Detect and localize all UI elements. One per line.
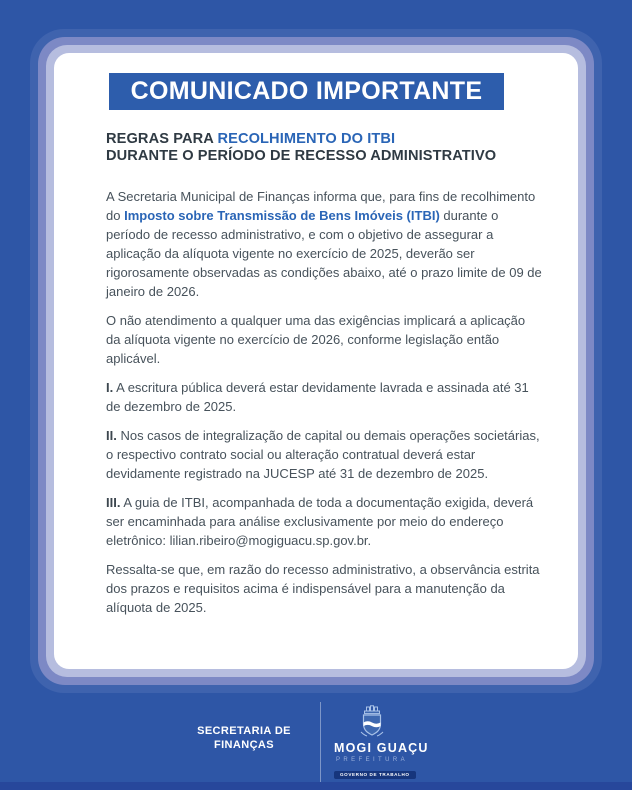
text-segment: Nos casos de integralização de capital ou demais operações societárias, o respectivo contrato social ou alteração contratual deverá estar devidamente registrado na JUCESP até 31 de dezembro de 2025.: [106, 428, 540, 481]
bottom-accent-strip: [0, 782, 632, 790]
heading-line2: DURANTE O PERÍODO DE RECESSO ADMINISTRATIVO: [106, 148, 497, 164]
text-segment: A Secretaria Municipal de Finanças informa que, para fins de recolhimento do: [106, 189, 536, 223]
paragraph: [106, 187, 542, 301]
footer-department-line2: FINANÇAS: [213, 738, 275, 751]
text-segment: III.: [106, 495, 121, 510]
email-address: lilian.ribeiro@mogiguacu.sp.gov.br: [169, 533, 368, 548]
city-logo: [334, 705, 429, 781]
text-segment: durante o período de recesso administrativo, e com o objetivo de assegurar a aplicação da alíquota vigente no exercício de 2025, deverão ser rigorosamente observadas as condições abaixo, até o prazo limite de 09 de janeiro de 2026.: [106, 208, 542, 299]
paragraph: [106, 311, 542, 368]
text-segment: Imposto sobre Transmissão de Bens Imóveis (ITBI): [124, 208, 440, 223]
body-paragraphs: [106, 187, 542, 627]
paragraph: [106, 560, 542, 617]
banner-title: COMUNICADO IMPORTANTE: [109, 73, 504, 110]
card-frame-inner: [46, 45, 586, 677]
announcement-card: [54, 53, 578, 669]
footer-department-line1: SECRETARIA DE: [197, 725, 291, 737]
paragraph: [106, 426, 542, 483]
text-segment: .: [367, 533, 372, 548]
heading-line1-prefix: REGRAS PARA: [106, 131, 218, 147]
footer-divider: [320, 702, 321, 783]
city-subtitle: PREFEITURA: [335, 757, 408, 763]
heading-line1-highlight: RECOLHIMENTO DO ITBI: [217, 131, 396, 147]
text-segment: II.: [106, 428, 117, 443]
city-name: MOGI GUAÇU: [334, 741, 429, 755]
text-segment: A guia de ITBI, acompanhada de toda a documentação exigida, deverá ser encaminhada para análise exclusivamente por meio do endereço eletrônico:: [106, 495, 534, 548]
card-frame-mid: [38, 37, 594, 685]
footer-department: [180, 725, 308, 752]
text-segment: O não atendimento a qualquer uma das exigências implicará a aplicação da alíquota vigente no exercício de 2026, conforme legislação então aplicável.: [106, 313, 526, 366]
text-segment: I.: [106, 380, 114, 395]
government-badge: GOVERNO DE TRABALHO: [334, 771, 416, 779]
card-frame-outer: [30, 29, 602, 693]
paragraph: [106, 493, 542, 550]
heading-line1: [106, 131, 566, 148]
text-segment: A escritura pública deverá estar devidamente lavrada e assinada até 31 de dezembro de 2025.: [106, 380, 529, 414]
announcement-heading: [106, 131, 566, 165]
text-segment: Ressalta-se que, em razão do recesso administrativo, a observância estrita dos prazos e requisitos acima é indispensável para a manutenção da alíquota de 2025.: [106, 562, 540, 615]
paragraph: [106, 378, 542, 416]
mogi-guacu-crest-icon: [353, 705, 391, 739]
